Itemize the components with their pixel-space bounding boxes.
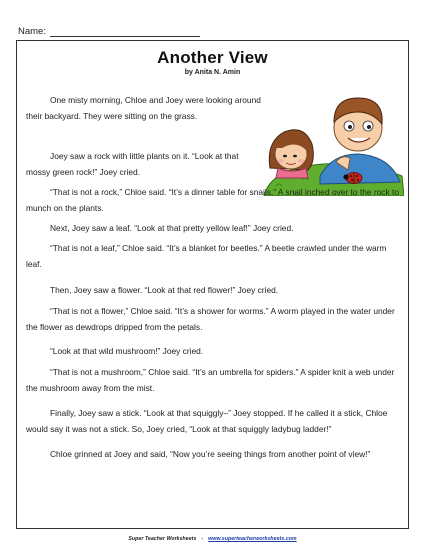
boy-figure <box>320 98 400 184</box>
footer-separator: - <box>201 536 204 542</box>
story-paragraph: “That is not a mushroom,” Chloe said. “It’s an umbrella for spiders.” A spider knit a web under the mushroom away from the mist. <box>26 367 395 394</box>
story-paragraph: Next, Joey saw a leaf. “Look at that pretty yellow leaf!” Joey cried. <box>50 223 294 233</box>
girl-figure <box>269 130 313 178</box>
story-paragraph: Joey saw a rock with little plants on it. “Look at that mossy green rock!” Joey cried. <box>26 151 239 178</box>
story-paragraph: “That is not a leaf,” Chloe said. “It’s a blanket for beetles.” A beetle crawled under the warm leaf. <box>26 243 387 270</box>
footer-url-link[interactable]: www.superteacherworksheets.com <box>208 536 297 542</box>
story-paragraph: “That is not a rock,” Chloe said. “It’s a dinner table for snails.” A snail inched over to the rock to munch on the plants. <box>26 187 399 214</box>
story-title: Another View <box>157 48 268 67</box>
story-paragraph: Finally, Joey saw a stick. “Look at that squiggly–” Joey stopped. If he called it a stick, Chloe would say it was not a stick. So, Joey cried, “Look at that squiggly ladybug ladder!” <box>26 408 388 435</box>
story-paragraph: Then, Joey saw a flower. “Look at that red flower!” Joey cried. <box>50 285 279 295</box>
footer-brand: Super Teacher Worksheets <box>128 536 197 542</box>
story-paragraph: “That is not a flower,” Chloe said. “It’s a shower for worms.” A worm played in the water under the flower as dewdrops dripped from the petals. <box>26 306 395 333</box>
story-paragraph: “Look at that wild mushroom!” Joey cried. <box>50 346 204 356</box>
page-footer <box>0 536 425 542</box>
story-paragraph: Chloe grinned at Joey and said, “Now you’re seeing things from another point of view!” <box>50 449 371 459</box>
children-ladybug-illustration <box>262 88 404 196</box>
name-field-row <box>18 26 200 37</box>
story-byline: by Anita N. Amin <box>184 69 241 76</box>
story-paragraph: One misty morning, Chloe and Joey were looking around their backyard. They were sitting on the grass. <box>26 95 261 122</box>
name-blank-line[interactable] <box>50 27 200 37</box>
name-label: Name: <box>18 26 46 37</box>
